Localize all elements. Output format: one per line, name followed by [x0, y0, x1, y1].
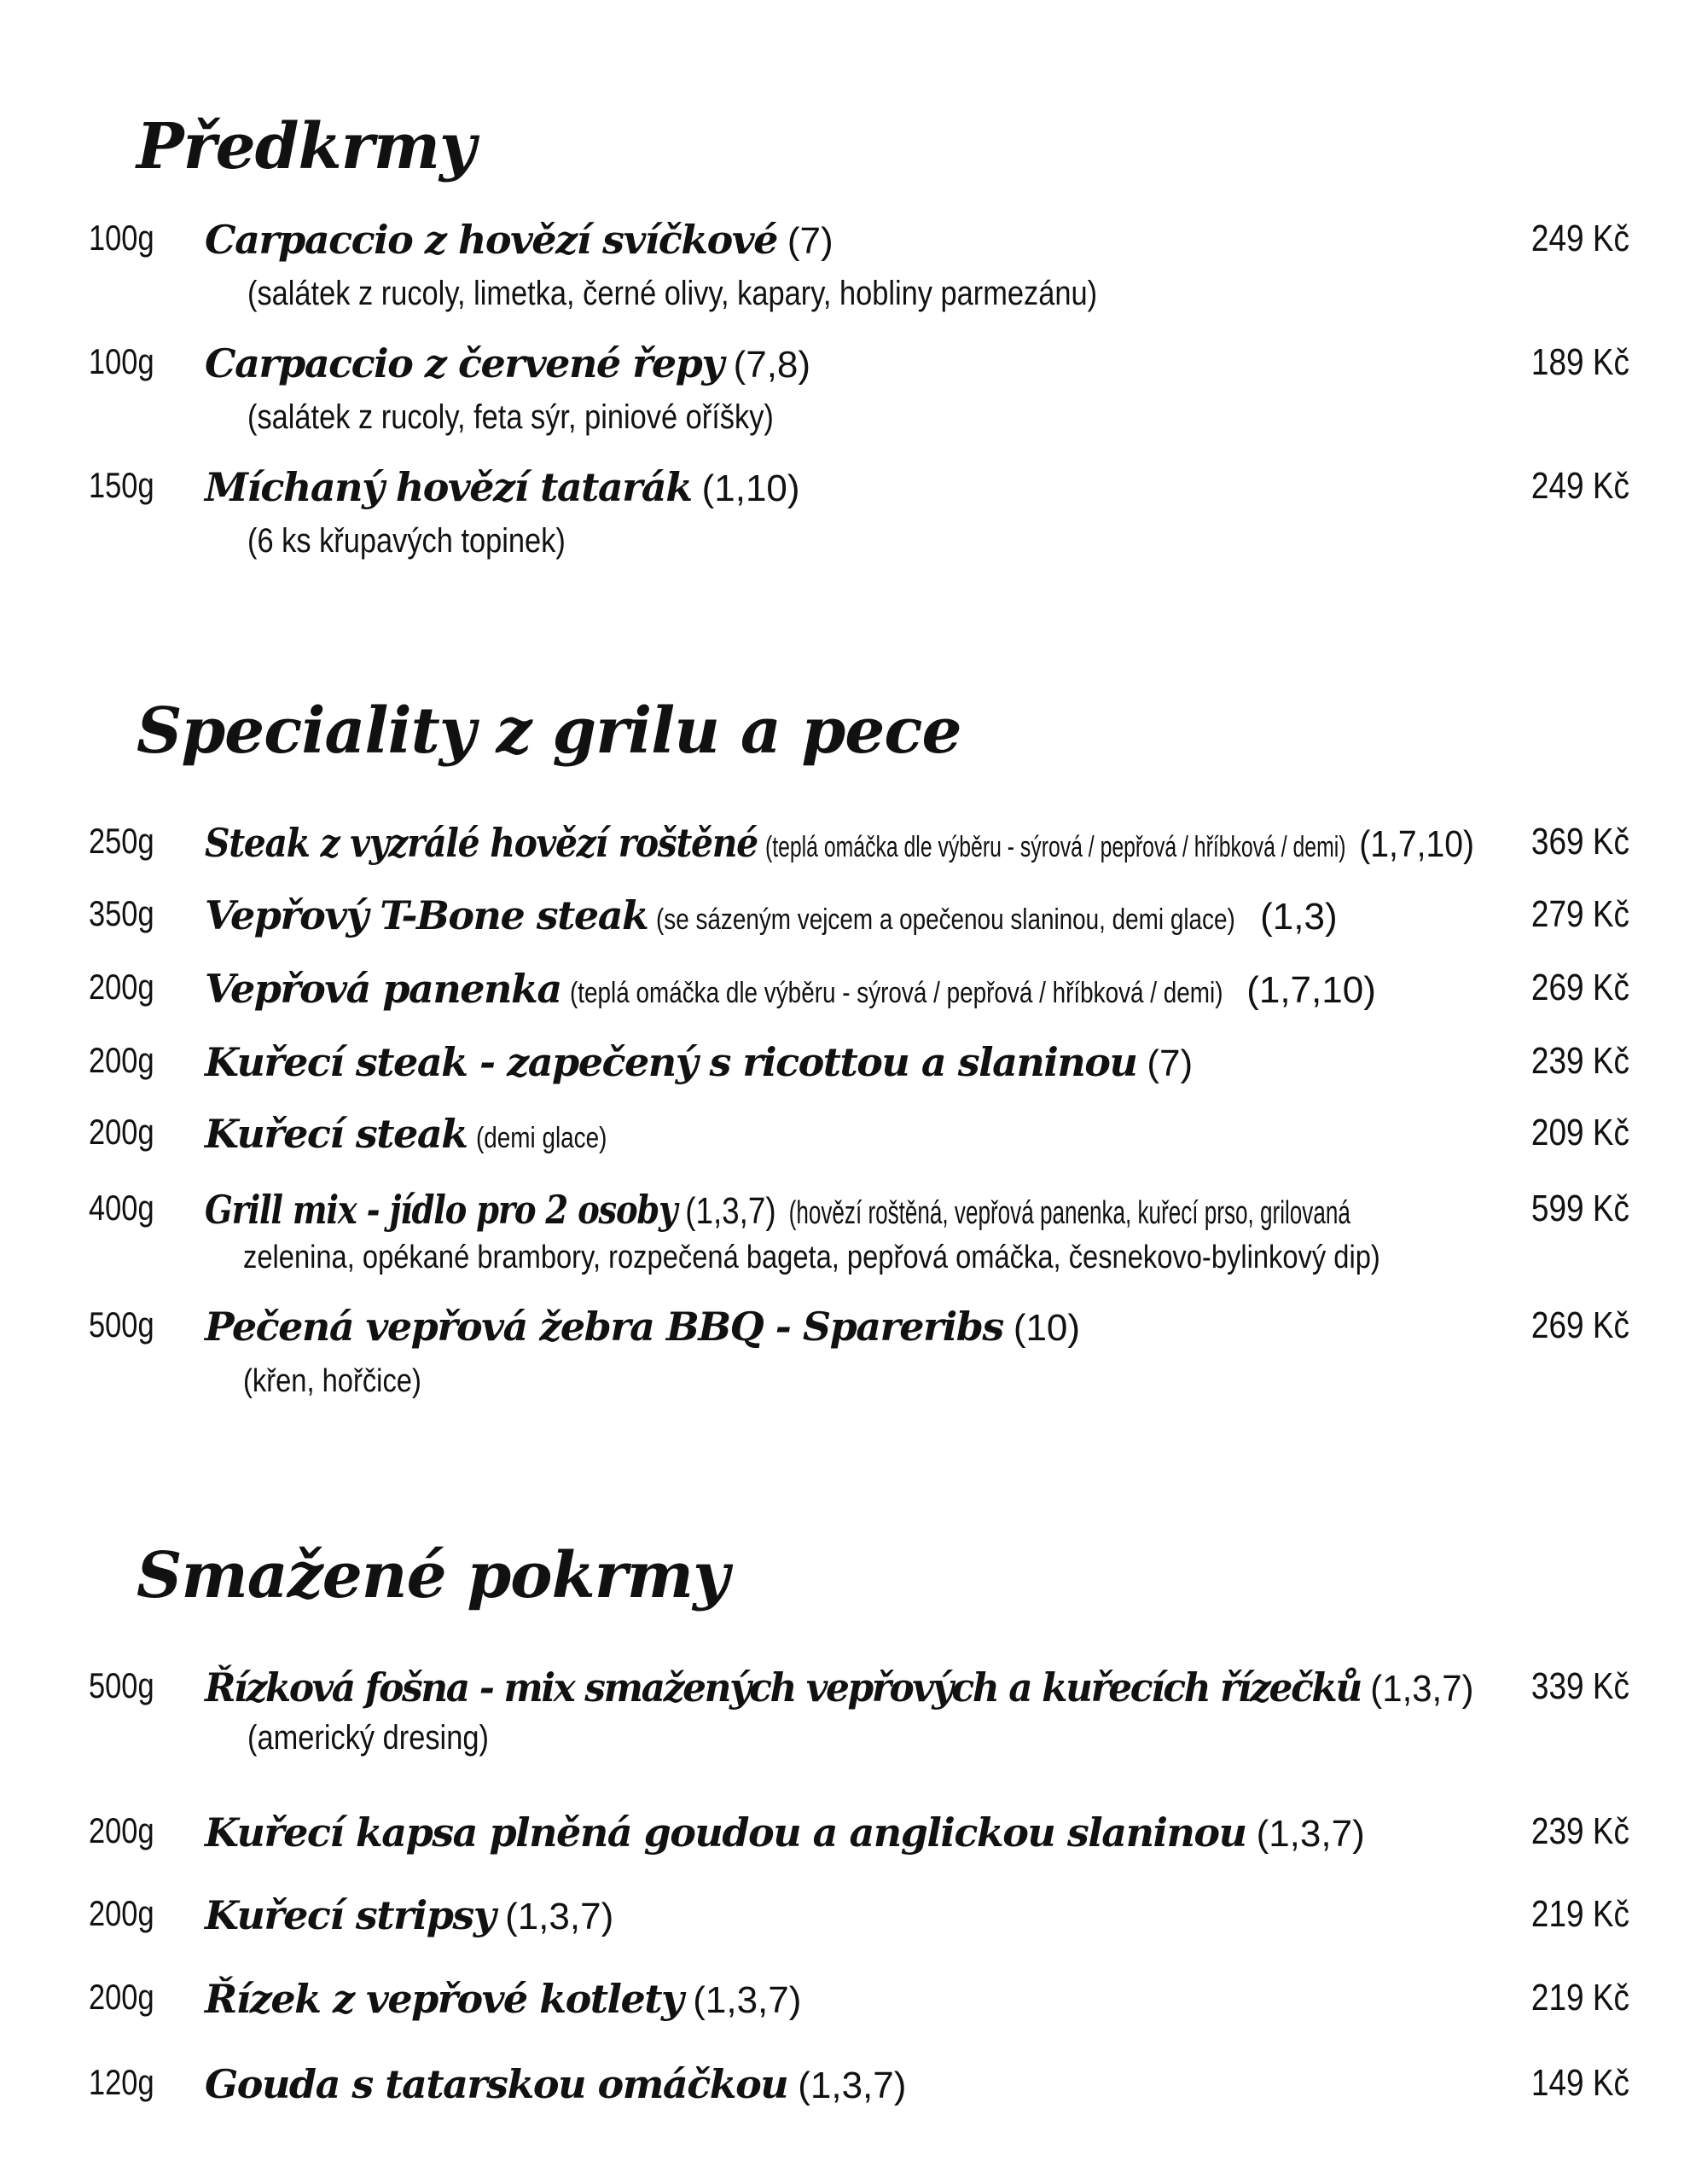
item-description: (6 ks křupavých topinek): [247, 522, 566, 560]
item-allergens: (1,3,7): [685, 1190, 776, 1232]
item-name: Grill mix - jídlo pro 2 osoby: [205, 1187, 677, 1233]
item-price: 339 Kč: [1530, 1665, 1629, 1707]
item-line: [205, 217, 833, 263]
item-line: [205, 1892, 613, 1938]
item-allergens: (1,3,7): [1370, 1668, 1474, 1710]
item-line: [205, 820, 1474, 866]
item-weight: 100g: [89, 341, 154, 381]
item-line: [205, 2061, 906, 2107]
item-price: 239 Kč: [1530, 1040, 1629, 1082]
item-description: (salátek z rucoly, limetka, černé olivy, kapary, hobliny parmezánu): [247, 275, 1098, 312]
item-weight: 350g: [89, 893, 154, 933]
item-note: (teplá omáčka dle výběru - sýrová / pepřová / hříbková / demi): [569, 977, 1223, 1009]
item-line: [205, 340, 810, 386]
item-name: Řízek z vepřové kotlety: [205, 1976, 683, 2022]
item-price: 219 Kč: [1530, 1893, 1629, 1935]
item-weight: 200g: [89, 1893, 154, 1933]
item-allergens: (1,3,7): [1256, 1813, 1365, 1855]
item-weight: 200g: [89, 1977, 154, 2017]
item-note: (hovězí roštěná, vepřová panenka, kuřecí prso, grilovaná: [788, 1195, 1350, 1231]
item-name: Kuřecí kapsa plněná goudou a anglickou slaninou: [205, 1809, 1246, 1856]
item-weight: 200g: [89, 1112, 154, 1152]
item-line: [205, 1039, 1193, 1085]
item-price: 279 Kč: [1530, 893, 1629, 935]
item-name: Kuřecí steak: [205, 1111, 468, 1157]
item-line: [205, 966, 1376, 1012]
item-description: zelenina, opékané brambory, rozpečená bageta, pepřová omáčka, česnekovo-bylinkový dip): [243, 1240, 1380, 1275]
item-line: [205, 1304, 1080, 1350]
item-line: [205, 464, 800, 510]
item-weight: 200g: [89, 1810, 154, 1850]
item-line: [205, 1187, 1473, 1233]
item-allergens: (1,3,7): [693, 1979, 802, 2021]
item-price: 219 Kč: [1530, 1977, 1629, 2018]
item-allergens: (7): [787, 220, 833, 262]
item-note: (demi glace): [475, 1122, 607, 1154]
item-name: Kuřecí steak - zapečený s ricottou a slaninou: [205, 1039, 1137, 1085]
item-price: 189 Kč: [1530, 341, 1629, 383]
section-title-smazene: Smažené pokrmy: [136, 1539, 729, 1612]
item-allergens: (1,10): [701, 468, 800, 509]
item-price: 269 Kč: [1530, 1304, 1629, 1346]
item-weight: 200g: [89, 967, 154, 1007]
item-line: [205, 1976, 801, 2022]
item-weight: 400g: [89, 1188, 154, 1228]
item-weight: 120g: [89, 2062, 154, 2102]
item-allergens: (7,8): [733, 344, 811, 386]
item-weight: 100g: [89, 218, 154, 258]
item-note: (teplá omáčka dle výběru - sýrová / pepřová / hříbková / demi): [764, 831, 1346, 863]
item-price: 149 Kč: [1530, 2062, 1629, 2104]
item-name: Řízková fošna - mix smažených vepřových a kuřecích řízečků: [205, 1664, 1361, 1711]
item-name: Míchaný hovězí tatarák: [205, 464, 692, 510]
item-price: 369 Kč: [1530, 821, 1629, 863]
item-price: 249 Kč: [1530, 218, 1629, 259]
item-line: [205, 892, 1338, 938]
item-name: Vepřový T-Bone steak: [205, 892, 648, 938]
item-line: [205, 1664, 1473, 1711]
item-name: Pečená vepřová žebra BBQ - Spareribs: [205, 1304, 1003, 1350]
item-allergens: (1,3): [1260, 896, 1338, 938]
item-price: 269 Kč: [1530, 967, 1629, 1008]
item-name: Gouda s tatarskou omáčkou: [205, 2061, 788, 2107]
item-weight: 500g: [89, 1304, 154, 1345]
item-note: (se sázeným vejcem a opečenou slaninou, demi glace): [656, 903, 1236, 936]
item-name: Kuřecí stripsy: [205, 1892, 496, 1938]
item-name: Steak z vyzrálé hovězí roštěné: [205, 820, 758, 866]
item-weight: 250g: [89, 821, 154, 861]
item-description: (salátek z rucoly, feta sýr, piniové oříšky): [247, 398, 774, 436]
item-price: 599 Kč: [1530, 1188, 1629, 1229]
item-line: [205, 1809, 1365, 1856]
item-allergens: (7): [1147, 1043, 1194, 1084]
item-price: 239 Kč: [1530, 1810, 1629, 1852]
item-allergens: (1,3,7): [798, 2065, 907, 2106]
item-name: Vepřová panenka: [205, 966, 561, 1012]
item-line: [205, 1111, 636, 1157]
item-name: Carpaccio z červené řepy: [205, 340, 723, 386]
item-weight: 150g: [89, 465, 154, 505]
section-title-predkrmy: Předkrmy: [136, 110, 476, 183]
item-description: (křen, hořčice): [243, 1363, 421, 1399]
item-weight: 200g: [89, 1040, 154, 1080]
item-allergens: (1,7,10): [1359, 823, 1475, 865]
item-price: 209 Kč: [1530, 1112, 1629, 1153]
section-title-speciality: Speciality z grilu a pece: [136, 694, 961, 768]
item-description: (americký dresing): [247, 1719, 489, 1757]
item-weight: 500g: [89, 1665, 154, 1705]
item-allergens: (10): [1013, 1307, 1081, 1349]
item-name: Carpaccio z hovězí svíčkové: [205, 217, 777, 263]
item-allergens: (1,3,7): [505, 1896, 614, 1937]
item-price: 249 Kč: [1530, 465, 1629, 507]
item-allergens: (1,7,10): [1246, 969, 1376, 1011]
